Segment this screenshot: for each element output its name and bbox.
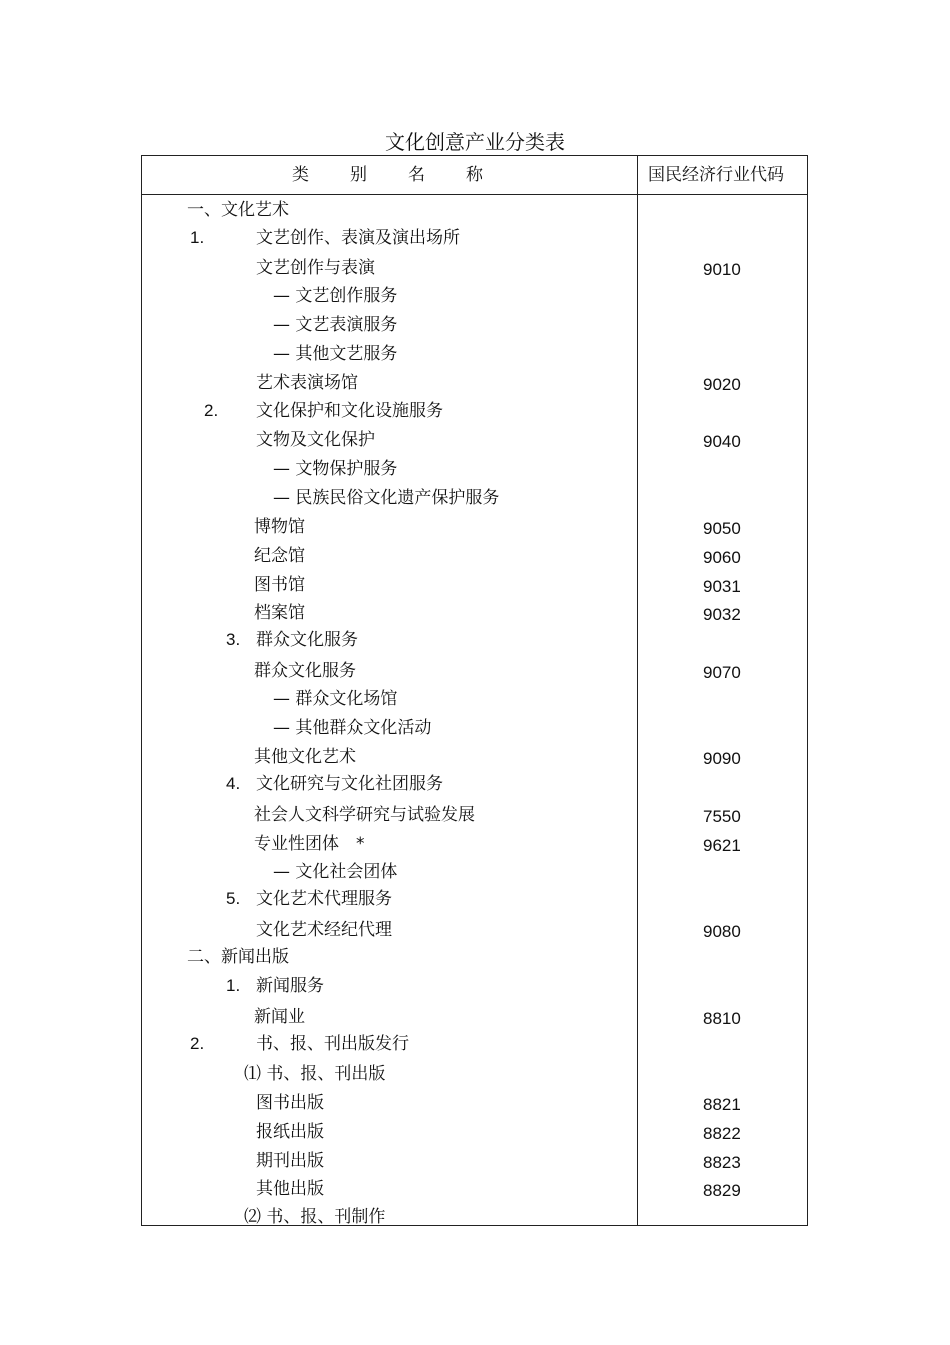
category-name: — 文物保护服务: [273, 459, 398, 479]
category-name: — 其他文艺服务: [273, 344, 398, 364]
category-name: 群众文化服务: [254, 661, 356, 681]
industry-code: 9010: [703, 260, 741, 279]
category-name: 文物及文化保护: [256, 430, 375, 450]
category-name: — 其他群众文化活动: [273, 718, 432, 738]
category-name: — 民族民俗文化遗产保护服务: [273, 488, 500, 508]
category-name: 专业性团体 *: [254, 834, 365, 854]
row-number: 1.: [226, 976, 241, 995]
category-name: 二、新闻出版: [187, 947, 289, 967]
header-char: 别: [350, 165, 367, 185]
industry-code: 9621: [703, 836, 741, 855]
header-char: 名: [408, 165, 425, 185]
category-name: — 文艺创作服务: [273, 286, 398, 306]
category-name: 文艺创作、表演及演出场所: [256, 228, 460, 248]
category-name: 书、报、刊出版发行: [256, 1034, 409, 1054]
category-name: 文化研究与文化社团服务: [256, 774, 443, 794]
industry-code: 7550: [703, 807, 741, 826]
industry-code: 8829: [703, 1181, 741, 1200]
category-name: 图书馆: [254, 575, 305, 595]
row-number: 5.: [226, 889, 241, 908]
category-name: 群众文化服务: [256, 630, 358, 650]
industry-code: 9050: [703, 519, 741, 538]
industry-code: 8810: [703, 1009, 741, 1028]
category-name: 其他出版: [256, 1179, 324, 1199]
category-name: 文艺创作与表演: [256, 258, 375, 278]
industry-code: 9080: [703, 922, 741, 941]
category-name: ⑴ 书、报、刊出版: [244, 1064, 386, 1084]
category-name: 图书出版: [256, 1093, 324, 1113]
category-name: — 文艺表演服务: [273, 315, 398, 335]
category-name: — 群众文化场馆: [273, 689, 398, 709]
industry-code: 9032: [703, 605, 741, 624]
row-number: 2.: [190, 1034, 205, 1053]
category-name: 文化保护和文化设施服务: [256, 401, 443, 421]
industry-code: 9090: [703, 749, 741, 768]
category-name: 其他文化艺术: [254, 747, 356, 767]
category-name: 纪念馆: [254, 546, 305, 566]
category-name: 档案馆: [254, 603, 305, 623]
industry-code: 8823: [703, 1153, 741, 1172]
row-number: 1.: [190, 228, 205, 247]
category-name: 报纸出版: [256, 1122, 324, 1142]
industry-code: 9020: [703, 375, 741, 394]
category-name: ⑵ 书、报、刊制作: [244, 1207, 386, 1227]
row-number: 3.: [226, 630, 241, 649]
classification-table: [141, 155, 808, 1226]
header-char: 类: [292, 165, 309, 185]
row-number: 2.: [204, 401, 219, 420]
industry-code: 9070: [703, 663, 741, 682]
header-industry-code: 国民经济行业代码: [648, 165, 784, 185]
category-name: 社会人文科学研究与试验发展: [254, 805, 475, 825]
industry-code: 8821: [703, 1095, 741, 1114]
category-name: 艺术表演场馆: [256, 373, 358, 393]
header-category-name: [292, 160, 524, 185]
row-number: 4.: [226, 774, 241, 793]
category-name: — 文化社会团体: [273, 862, 398, 882]
industry-code: 9031: [703, 577, 741, 596]
category-name: 期刊出版: [256, 1151, 324, 1171]
category-name: 一、文化艺术: [187, 200, 289, 220]
page-title: 文化创意产业分类表: [385, 130, 565, 154]
industry-code: 8822: [703, 1124, 741, 1143]
header-divider: [142, 194, 807, 195]
industry-code: 9060: [703, 548, 741, 567]
category-name: 文化艺术代理服务: [256, 889, 392, 909]
category-name: 文化艺术经纪代理: [256, 920, 392, 940]
industry-code: 9040: [703, 432, 741, 451]
category-name: 新闻服务: [256, 976, 324, 996]
category-name: 新闻业: [254, 1007, 305, 1027]
category-name: 博物馆: [254, 517, 305, 537]
header-char: 称: [466, 165, 483, 185]
column-divider: [637, 156, 638, 1225]
